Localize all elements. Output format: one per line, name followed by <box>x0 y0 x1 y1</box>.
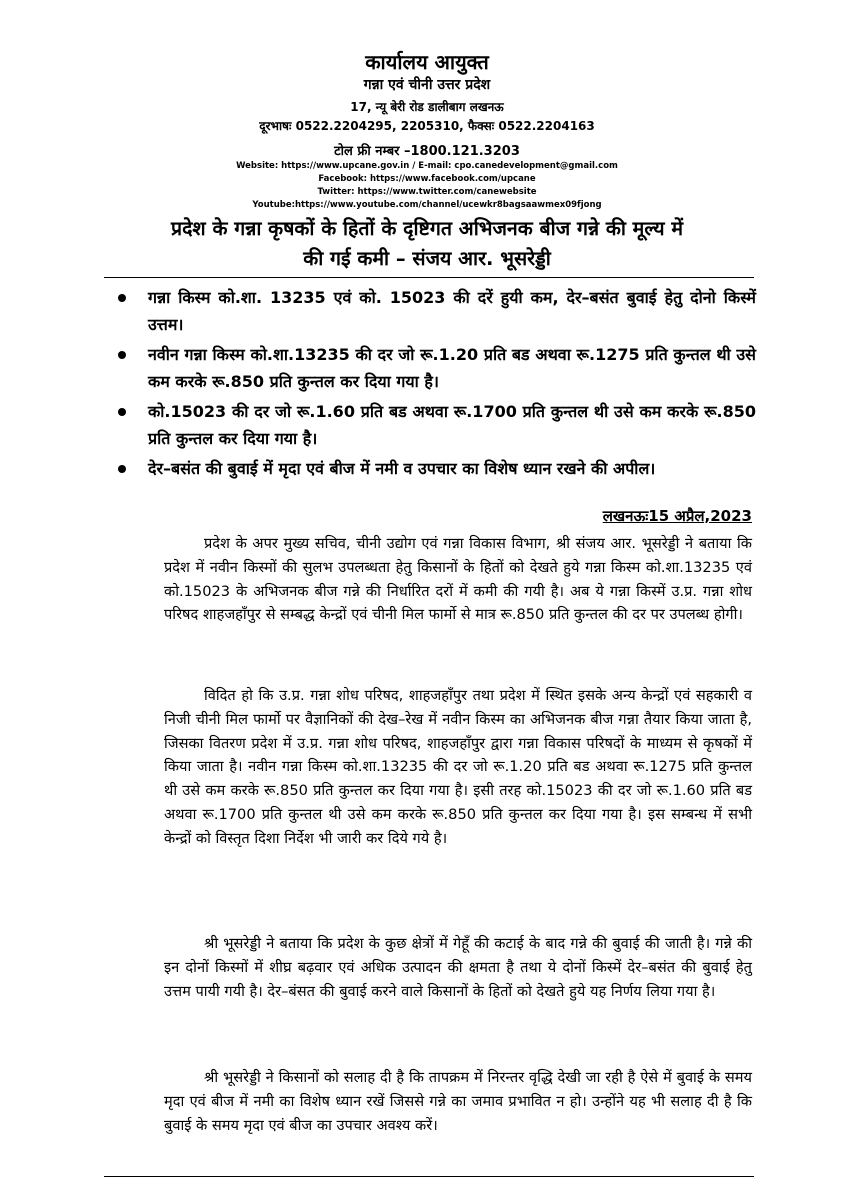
headline-divider <box>104 277 754 278</box>
key-point <box>128 455 756 482</box>
bullet-icon <box>118 294 126 302</box>
office-title: कार्यालय आयुक्त <box>365 50 489 74</box>
website-email-line: Website: https://www.upcane.gov.in / E-mail: cpo.canedevelopment@gmail.com <box>236 161 618 171</box>
body-paragraph <box>164 684 752 851</box>
key-point-text: देर–बसंत की बुवाई में मृदा एवं बीज में नमी व उपचार का विशेष ध्यान रखने की अपील। <box>148 459 656 478</box>
bullet-icon <box>118 351 126 359</box>
body-paragraph <box>164 1066 752 1137</box>
headline-line-1: प्रदेश के गन्ना कृषकों के हितों के दृष्टिगत अभिजनक बीज गन्ने की मूल्य में <box>170 217 683 240</box>
key-point-text: को.15023 की दर जो रू.1.60 प्रति बड अथवा रू.1700 प्रति कुन्तल थी उसे कम करके रू.850 प्रति कुन्तल कर दिया गया है। <box>148 402 756 448</box>
department-name: गन्ना एवं चीनी उत्तर प्रदेश <box>363 77 491 93</box>
dateline: लखनऊः15 अप्रैल,2023 <box>602 507 752 525</box>
key-point-text: गन्ना किस्म को.शा. 13235 एवं को. 15023 की दरें हुयी कम, देर–बसंत बुवाई हेतु दोनो किस्में उत्तम। <box>148 288 756 334</box>
key-points-list <box>128 284 756 485</box>
headline-line-2: की गई कमी – संजय आर. भूसरेड्डी <box>303 247 551 270</box>
twitter-line: Twitter: https://www.twitter.com/canewebsite <box>317 187 537 197</box>
key-point <box>128 398 756 452</box>
key-point <box>128 284 756 338</box>
phone-fax-line: दूरभाषः 0522.2204295, 2205310, फैक्सः 0522.2204163 <box>259 119 595 133</box>
paragraph-text: श्री भूसरेड्डी ने किसानों को सलाह दी है कि तापक्रम में निरन्तर वृद्धि देखी जा रही है ऐसे में बुवाई के समय मृदा एवं बीज में नमी का विशेष ध्यान रखें जिससे गन्ने का जमाव प्रभावित न हो। उन्होंने यह भी सलाह दी है कि बुवाई के समय मृदा एवं बीज का उपचार अवश्य करें। <box>164 1069 752 1134</box>
footer-divider <box>104 1176 754 1177</box>
toll-free-number: टोल फ्री नम्बर –1800.121.3203 <box>334 144 520 159</box>
body-paragraph <box>164 932 752 1003</box>
youtube-line: Youtube:https://www.youtube.com/channel/ucewkr8bagsaawmex09fjong <box>252 200 602 210</box>
key-point-text: नवीन गन्ना किस्म को.शा.13235 की दर जो रू.1.20 प्रति बड अथवा रू.1275 प्रति कुन्तल थी उसे कम करके रू.850 प्रति कुन्तल कर दिया गया है। <box>148 345 756 391</box>
bullet-icon <box>118 465 126 473</box>
body-paragraph <box>164 532 752 627</box>
paragraph-text: श्री भूसरेड्डी ने बताया कि प्रदेश के कुछ क्षेत्रों में गेहूँ की कटाई के बाद गन्ने की बुवाई की जाती है। गन्ने की इन दोनों किस्मों में शीघ्र बढ़वार एवं अधिक उत्पादन की क्षमता है तथा ये दोनों किस्में देर–बसंत की बुवाई हेतु उत्तम पायी गयी है। देर–बंसत की बुवाई करने वाले किसानों के हितों को देखते हुये यह निर्णय लिया गया है। <box>164 935 752 1000</box>
office-address: 17, न्यू बेरी रोड डालीबाग लखनऊ <box>350 100 504 114</box>
paragraph-text: प्रदेश के अपर मुख्य सचिव, चीनी उद्योग एवं गन्ना विकास विभाग, श्री संजय आर. भूसरेड्डी ने बताया कि प्रदेश में नवीन किस्मों की सुलभ उपलब्धता हेतु किसानों के हितों को देखते हुये गन्ना किस्म को.शा.13235 एवं को.15023 के अभिजनक बीज गन्ने की निर्धारित दरों में कमी की गयी है। अब ये गन्ना किस्में उ.प्र. गन्ना शोध परिषद शाहजहाँपुर से सम्बद्ध केन्द्रों एवं चीनी मिल फार्मो से मात्र रू.850 प्रति कुन्तल की दर पर उपलब्ध होगी। <box>164 535 752 624</box>
key-point <box>128 341 756 395</box>
bullet-icon <box>118 408 126 416</box>
paragraph-text: विदित हो कि उ.प्र. गन्ना शोध परिषद, शाहजहाँपुर तथा प्रदेश में स्थित इसके अन्य केन्द्रों एवं सहकारी व निजी चीनी मिल फार्मो पर वैज्ञानिकों की देख–रेख में नवीन किस्म का अभिजनक बीज गन्ना तैयार किया जाता है, जिसका वितरण प्रदेश में उ.प्र. गन्ना शोध परिषद, शाहजहाँपुर द्वारा गन्ना विकास परिषदों के माध्यम से कृषकों में किया जाता है। नवीन गन्ना किस्म को.शा.13235 की दर जो रू.1.20 प्रति बड अथवा रू.1275 प्रति कुन्तल थी उसे कम करके रू.850 प्रति कुन्तल कर दिया गया है। इसी तरह को.15023 की दर जो रू.1.60 प्रति बड अथवा रू.1700 प्रति कुन्तल थी उसे कम करके रू.850 प्रति कुन्तल कर दिया गया है। इस सम्बन्ध में सभी केन्द्रों को विस्तृत दिशा निर्देश भी जारी कर दिये गये है। <box>164 687 752 847</box>
facebook-line: Facebook: https://www.facebook.com/upcane <box>318 174 536 184</box>
